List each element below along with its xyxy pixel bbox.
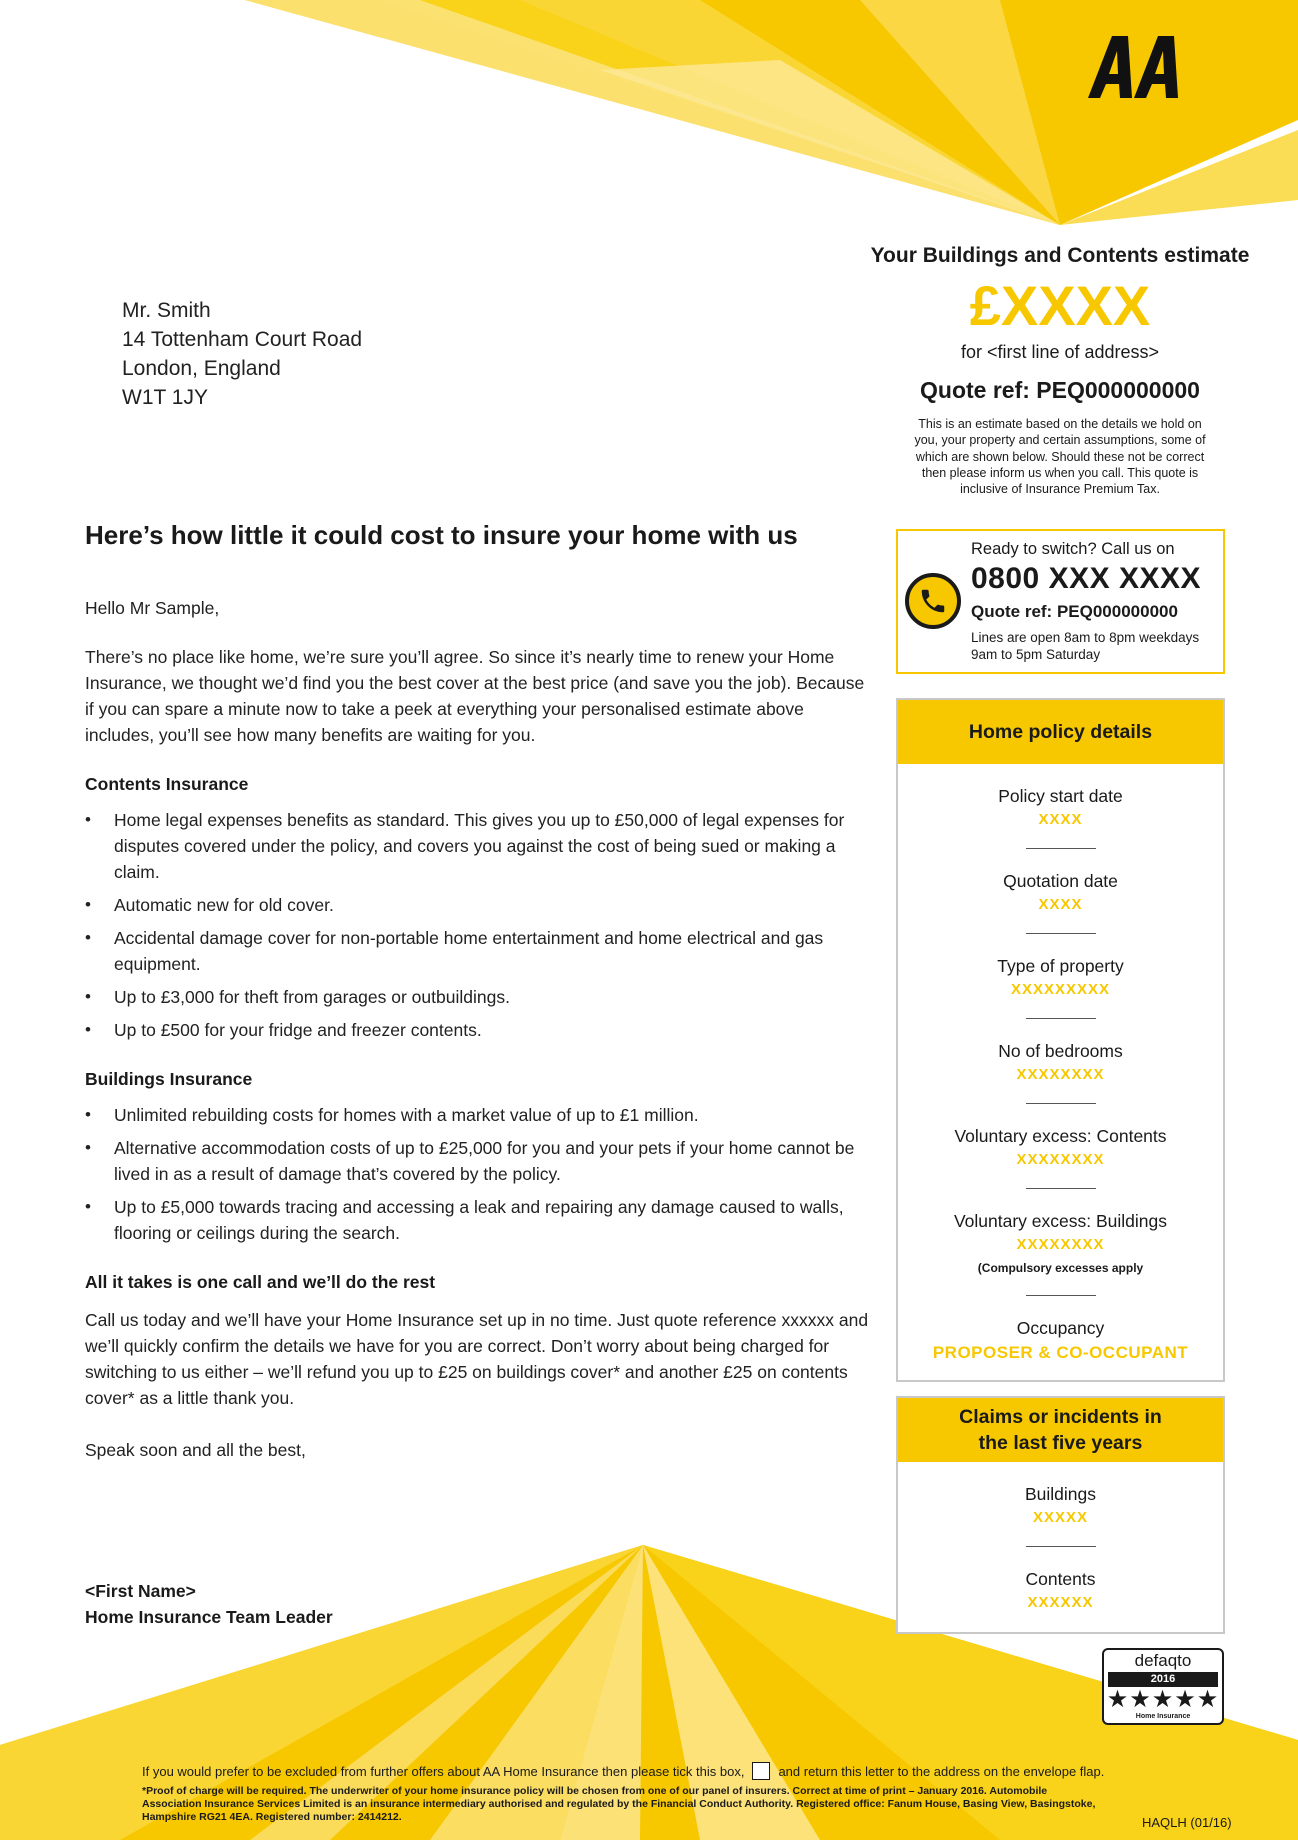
policy-item-label: Type of property bbox=[997, 956, 1124, 976]
divider bbox=[1026, 933, 1096, 934]
policy-item-value: XXXX bbox=[1038, 811, 1083, 828]
address-line: London, England bbox=[122, 357, 281, 380]
claims-heading-line: Claims or incidents in bbox=[959, 1406, 1162, 1428]
policy-item-value: XXXXXXXX bbox=[1016, 1066, 1105, 1083]
claims-item-value: XXXXX bbox=[1032, 1509, 1089, 1526]
estimate-price: £XXXX bbox=[969, 274, 1151, 337]
defaqto-year: 2016 bbox=[1108, 1672, 1218, 1687]
address-line: Mr. Smith bbox=[122, 299, 211, 322]
policy-item-label: Voluntary excess: Buildings bbox=[953, 1211, 1168, 1231]
footer bbox=[142, 1762, 1172, 1824]
policy-item-value: XXXXXXXX bbox=[1016, 1151, 1105, 1168]
compulsory-excess-note: (Compulsory excesses apply bbox=[977, 1261, 1144, 1275]
divider bbox=[1026, 1188, 1096, 1189]
call-heading: All it takes is one call and we’ll do the rest bbox=[85, 1272, 436, 1292]
call-prompt: Ready to switch? Call us on bbox=[971, 540, 1175, 558]
list-item: • Up to £3,000 for theft from garages or outbuildings. bbox=[85, 984, 875, 1010]
policy-item-label: Quotation date bbox=[1003, 871, 1118, 891]
buildings-insurance-heading: Buildings Insurance bbox=[85, 1069, 253, 1089]
star-rating-icon: ★★★★★ bbox=[1106, 1686, 1220, 1713]
call-paragraph: Call us today and we’ll have your Home Insurance set up in no time. Just quote reference xxxxxx and we’ll quickly confirm the details we have for you are correct. Don’t worry about being charged for switching to us either – we’ll refund you up to £25 on buildings cover* and another £25 on contents cover* as a little thank you. bbox=[85, 1310, 869, 1408]
policy-item-label: Policy start date bbox=[998, 786, 1123, 806]
contents-insurance-heading: Contents Insurance bbox=[85, 774, 249, 794]
policy-item-excess-buildings bbox=[898, 1211, 1223, 1275]
claims-heading bbox=[898, 1398, 1223, 1462]
signoff: Speak soon and all the best, bbox=[85, 1440, 306, 1460]
policy-item-value: XXXXXXXXX bbox=[1010, 981, 1111, 998]
greeting: Hello Mr Sample, bbox=[85, 598, 220, 618]
defaqto-rating-badge bbox=[1102, 1648, 1224, 1725]
divider bbox=[1026, 1103, 1096, 1104]
policy-details-heading: Home policy details bbox=[898, 700, 1223, 764]
list-item: • Unlimited rebuilding costs for homes with a market value of up to £1 million. bbox=[85, 1102, 875, 1128]
list-item: • Alternative accommodation costs of up to £25,000 for you and your pets if your home cannot be lived in as a result of damage that’s covered by the policy. bbox=[85, 1135, 875, 1187]
policy-item-label: Voluntary excess: Contents bbox=[954, 1126, 1167, 1146]
divider bbox=[1026, 1546, 1096, 1547]
list-item: • Accidental damage cover for non-portable home entertainment and home electrical and gas equipment. bbox=[85, 925, 875, 977]
claims-item-buildings bbox=[898, 1484, 1223, 1526]
letter-body bbox=[85, 520, 875, 1463]
claims-panel bbox=[896, 1396, 1225, 1634]
list-item: • Home legal expenses benefits as standard. This gives you up to £50,000 of legal expenses for disputes covered under the policy, and covers you against the cost of being sued or making a claim. bbox=[85, 807, 875, 885]
estimate-title: Your Buildings and Contents estimate bbox=[870, 244, 1250, 267]
hours-weekdays: Lines are open 8am to 8pm weekdays bbox=[971, 630, 1200, 645]
claims-item-value: XXXXXX bbox=[1027, 1594, 1094, 1611]
optout-text-after: and return this letter to the address on the envelope flap. bbox=[778, 1763, 1105, 1779]
hours-saturday: 9am to 5pm Saturday bbox=[971, 647, 1101, 662]
policy-item-property-type bbox=[898, 956, 1223, 998]
claims-item-label: Buildings bbox=[1024, 1484, 1097, 1504]
optout-checkbox[interactable] bbox=[752, 1762, 770, 1780]
document-reference: HAQLH (01/16) bbox=[1142, 1815, 1232, 1830]
policy-item-value: PROPOSER & CO-OCCUPANT bbox=[932, 1343, 1189, 1362]
estimate-address-line: for <first line of address> bbox=[960, 342, 1160, 362]
divider bbox=[1026, 1018, 1096, 1019]
list-item: • Automatic new for old cover. bbox=[85, 892, 875, 918]
address-line: 14 Tottenham Court Road bbox=[122, 328, 363, 351]
letter-heading: Here’s how little it could cost to insure your home with us bbox=[85, 520, 798, 550]
policy-item-occupancy bbox=[898, 1318, 1223, 1363]
policy-details-panel bbox=[896, 698, 1225, 1382]
policy-item-bedrooms bbox=[898, 1041, 1223, 1083]
buildings-benefits-list bbox=[85, 1102, 875, 1246]
divider bbox=[1026, 1295, 1096, 1296]
policy-item-label: Occupancy bbox=[1016, 1318, 1105, 1338]
estimate-note: This is an estimate based on the details we hold on you, your property and certain assumptions, some of which are shown below. Should these not be correct then please inform us when you call. This quote is inclusive of Insurance Premium Tax. bbox=[914, 417, 1206, 496]
signer-name: <First Name> bbox=[85, 1581, 196, 1601]
policy-item-label: No of bedrooms bbox=[998, 1041, 1123, 1061]
list-item: • Up to £5,000 towards tracing and accessing a leak and repairing any damage caused to walls, flooring or ceilings during the search. bbox=[85, 1194, 875, 1246]
signer-title: Home Insurance Team Leader bbox=[85, 1607, 333, 1627]
legal-text: *Proof of charge will be required. The underwriter of your home insurance policy will be chosen from one of our panel of insurers. Correct at time of print – January 2016. Automobile Association Insurance Services Limited is an insurance intermediary authorised and regulated by the Financial Conduct Authority. Registered office: Fanum House, Basing View, Basingstoke, Hampshire RG21 4EA. Registered number: 2414212. bbox=[142, 1785, 1096, 1823]
policy-item-quotation-date bbox=[898, 871, 1223, 913]
phone-number[interactable]: 0800 XXX XXXX bbox=[971, 562, 1201, 595]
contents-benefits-list bbox=[85, 807, 875, 1043]
recipient-address bbox=[122, 296, 362, 412]
call-box bbox=[896, 529, 1225, 674]
claims-item-contents bbox=[898, 1569, 1223, 1611]
policy-item-excess-contents bbox=[898, 1126, 1223, 1168]
estimate-block bbox=[860, 244, 1260, 497]
intro-paragraph: There’s no place like home, we’re sure you’ll agree. So since it’s nearly time to renew your Home Insurance, we thought we’d find you the best cover at the best price (and save you the job). Because if you can spare a minute now to take a peek at everything your personalised estimate above includes, you’ll see how many benefits are waiting for you. bbox=[85, 647, 865, 745]
aa-logo bbox=[1088, 36, 1182, 98]
estimate-quote-ref: Quote ref: PEQ000000000 bbox=[920, 377, 1200, 403]
policy-item-start-date bbox=[898, 786, 1223, 828]
call-quote-ref: Quote ref: PEQ000000000 bbox=[971, 602, 1178, 621]
defaqto-name: defaqto bbox=[1134, 1651, 1192, 1670]
phone-icon bbox=[905, 573, 961, 629]
claims-heading-line: the last five years bbox=[978, 1432, 1143, 1454]
policy-item-value: XXXX bbox=[1038, 896, 1083, 913]
address-line: W1T 1JY bbox=[122, 386, 208, 409]
opening-hours bbox=[971, 629, 1199, 663]
list-item: • Up to £500 for your fridge and freezer contents. bbox=[85, 1017, 875, 1043]
signature-block bbox=[85, 1578, 333, 1630]
policy-item-value: XXXXXXXX bbox=[1016, 1236, 1105, 1253]
divider bbox=[1026, 848, 1096, 849]
optout-line bbox=[142, 1762, 1172, 1780]
defaqto-subtitle: Home Insurance bbox=[1135, 1713, 1191, 1720]
optout-text: If you would prefer to be excluded from further offers about AA Home Insurance then please tick this box, bbox=[142, 1763, 745, 1779]
claims-item-label: Contents bbox=[1025, 1569, 1096, 1589]
